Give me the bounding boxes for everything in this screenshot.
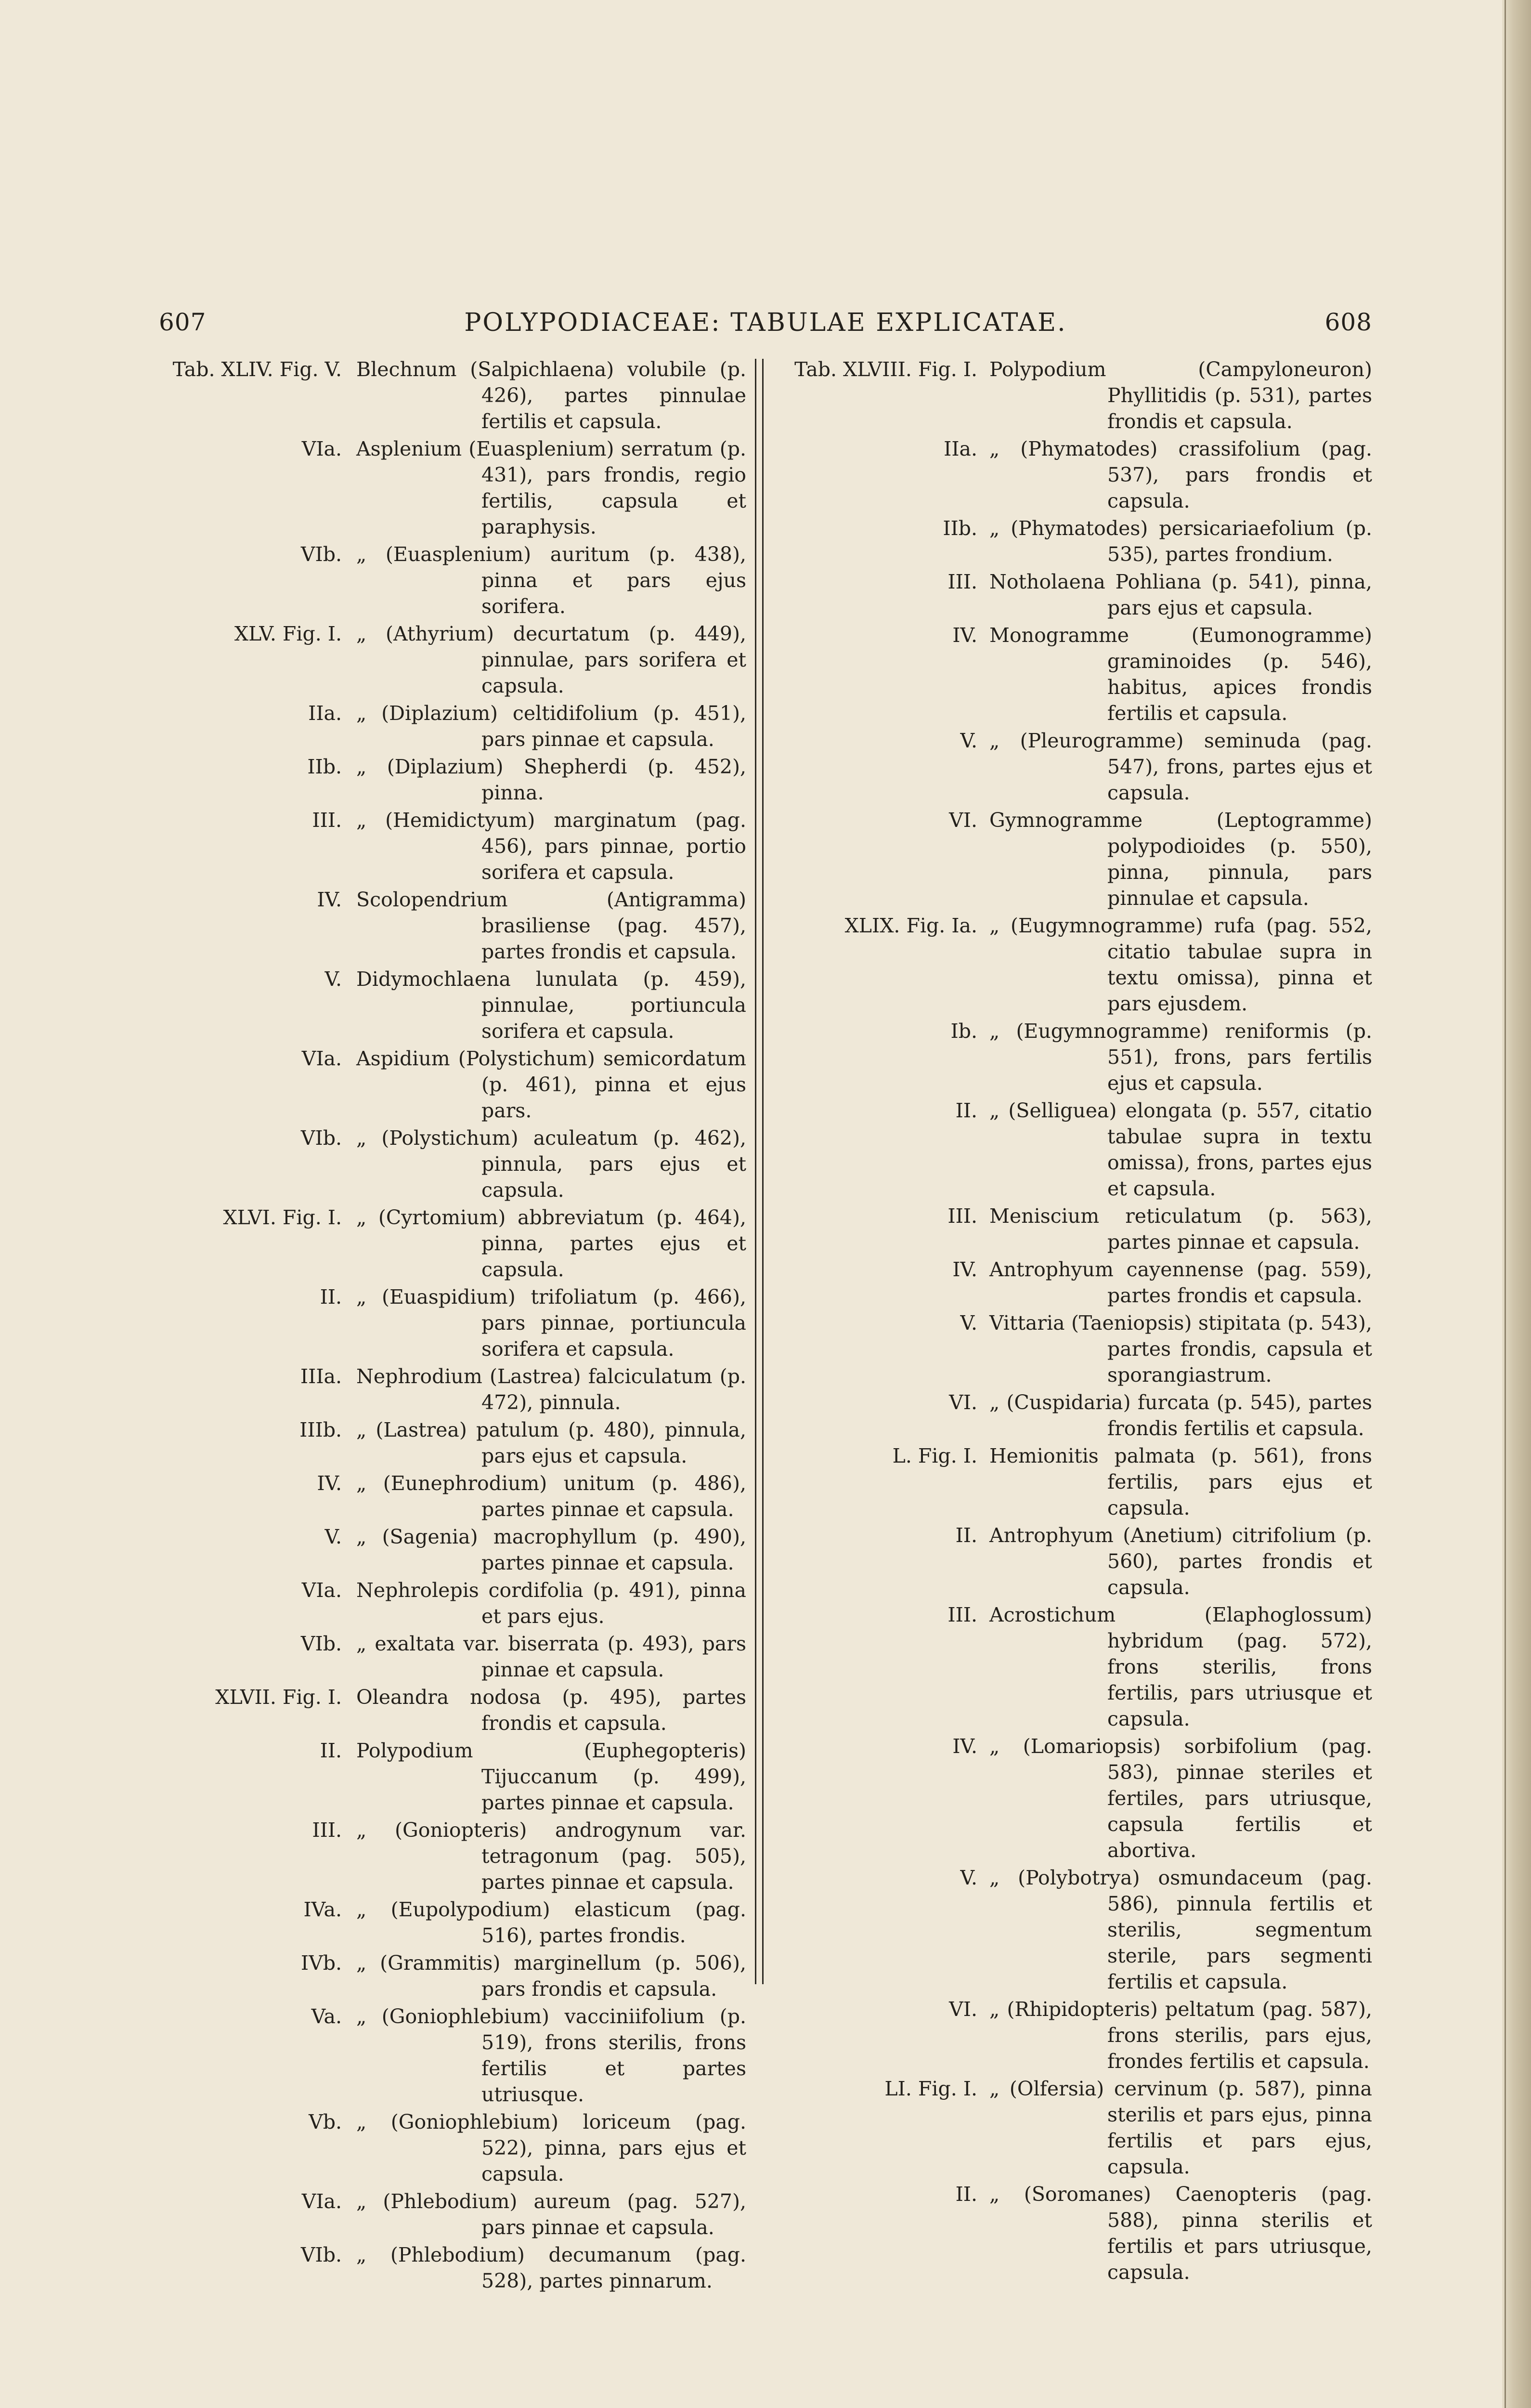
plate-entry <box>785 807 1372 911</box>
entry-description: Scolopendrium (Antigramma) brasiliense (pag. 457), partes frondis et capsula. <box>356 888 746 963</box>
entry-description: Antrophyum cayennense (pag. 559), partes frondis et capsula. <box>989 1258 1372 1307</box>
plate-entry <box>159 1524 746 1576</box>
entry-description: „ (Rhipidopteris) peltatum (pag. 587), frons sterilis, pars ejus, frondes fertilis et capsula. <box>989 1998 1372 2073</box>
running-title: POLYPODIACEAE: TABULAE EXPLICATAE. <box>464 308 1067 337</box>
entry-description: Hemionitis palmata (p. 561), frons fertilis, pars ejus et capsula. <box>989 1444 1372 1519</box>
plate-entry <box>785 1733 1372 1863</box>
figure-label: II. <box>320 1739 342 1762</box>
entry-description: „ (Selliguea) elongata (p. 557, citatio tabulae supra in textu omissa), frons, partes ejus et capsula. <box>989 1099 1372 1200</box>
figure-label: VIb. <box>300 1126 342 1150</box>
entry-description: Notholaena Pohliana (p. 541), pinna, pars ejus et capsula. <box>989 570 1372 619</box>
plate-entry <box>785 569 1372 621</box>
entry-description: Gymnogramme (Leptogramme) polypodioides (p. 550), pinna, pinnula, pars pinnulae et capsula. <box>989 809 1372 910</box>
figure-label: Tab. XLIV. Fig. V. <box>172 358 342 381</box>
entry-description: Antrophyum (Anetium) citrifolium (p. 560), partes frondis et capsula. <box>989 1524 1372 1599</box>
entry-description: „ (Sagenia) macrophyllum (p. 490), partes pinnae et capsula. <box>356 1525 746 1574</box>
figure-label: IV. <box>952 1258 977 1281</box>
entry-description: „ (Polystichum) aculeatum (p. 462), pinnula, pars ejus et capsula. <box>356 1126 746 1202</box>
figure-label: V. <box>324 968 342 991</box>
plate-entry <box>785 2181 1372 2285</box>
entry-description: „ (Diplazium) Shepherdi (p. 452), pinna. <box>356 755 746 804</box>
plate-entry <box>159 887 746 965</box>
figure-label: IVa. <box>303 1898 342 1921</box>
plate-entry <box>159 2109 746 2187</box>
plate-entry <box>785 1256 1372 1309</box>
figure-label: XLVII. Fig. I. <box>215 1686 342 1709</box>
plate-entry <box>159 1125 746 1203</box>
plate-entry <box>159 1684 746 1736</box>
column-divider <box>755 359 764 1984</box>
plate-entry <box>159 807 746 885</box>
running-header <box>159 308 1372 347</box>
plate-entry <box>785 1098 1372 1202</box>
entry-description: „ (Phymatodes) persicariaefolium (p. 535), partes frondium. <box>989 517 1372 566</box>
figure-label: II. <box>955 2183 977 2206</box>
plate-entry <box>785 436 1372 514</box>
figure-label: IV. <box>952 1735 977 1758</box>
entry-description: „ (Eugymnogramme) rufa (pag. 552, citatio tabulae supra in textu omissa), pinna et pars ejusdem. <box>989 914 1372 1015</box>
figure-label: V. <box>324 1525 342 1548</box>
plate-entry <box>785 1443 1372 1521</box>
figure-label: VI. <box>949 809 977 832</box>
plate-entry <box>159 2242 746 2294</box>
figure-label: VIa. <box>301 2190 342 2213</box>
entry-description: „ (Soromanes) Caenopteris (pag. 588), pinna sterilis et fertilis et pars utriusque, capsula. <box>989 2183 1372 2284</box>
plate-entry <box>785 1996 1372 2074</box>
plate-entry <box>785 515 1372 567</box>
plate-entry <box>159 2003 746 2107</box>
entry-description: „ (Euasplenium) auritum (p. 438), pinna et pars ejus sorifera. <box>356 543 746 618</box>
plate-entry <box>785 1865 1372 1995</box>
plate-entry <box>159 1817 746 1895</box>
figure-label: VIb. <box>300 1632 342 1655</box>
entry-description: „ (Grammitis) marginellum (p. 506), pars frondis et capsula. <box>356 1951 746 2001</box>
entry-description: „ (Polybotrya) osmundaceum (pag. 586), pinnula fertilis et sterilis, segmentum sterile, pars segmenti fertilis et capsula. <box>989 1866 1372 1993</box>
entry-description: „ (Eugymnogramme) reniformis (p. 551), frons, pars fertilis ejus et capsula. <box>989 1020 1372 1095</box>
plate-entry <box>159 541 746 619</box>
entry-description: „ (Goniophlebium) vacciniifolium (p. 519), frons sterilis, frons fertilis et partes utriusque. <box>356 2005 746 2106</box>
plate-entry <box>159 436 746 540</box>
figure-label: V. <box>960 1866 977 1889</box>
figure-label: Vb. <box>309 2110 342 2133</box>
figure-label: III. <box>947 1204 977 1228</box>
entry-description: Acrostichum (Elaphoglossum) hybridum (pag. 572), frons sterilis, frons fertilis, pars utriusque et capsula. <box>989 1603 1372 1730</box>
entry-description: Didymochlaena lunulata (p. 459), pinnulae, portiuncula sorifera et capsula. <box>356 968 746 1043</box>
figure-label: IV. <box>952 624 977 647</box>
entry-description: Aspidium (Polystichum) semicordatum (p. 461), pinna et ejus pars. <box>356 1047 746 1122</box>
entry-description: Blechnum (Salpichlaena) volubile (p. 426), partes pinnulae fertilis et capsula. <box>356 358 746 433</box>
entry-description: „ (Olfersia) cervinum (p. 587), pinna sterilis et pars ejus, pinna fertilis et pars ejus, capsula. <box>989 2077 1372 2178</box>
plate-entry <box>159 1417 746 1469</box>
figure-label: IV. <box>317 1472 342 1495</box>
entry-description: Meniscium reticulatum (p. 563), partes pinnae et capsula. <box>989 1204 1372 1254</box>
entry-description: Polypodium (Campyloneuron) Phyllitidis (p. 531), partes frondis et capsula. <box>989 358 1372 433</box>
entry-description: „ (Goniophlebium) loriceum (pag. 522), pinna, pars ejus et capsula. <box>356 2110 746 2186</box>
figure-label: VIb. <box>300 2243 342 2266</box>
plate-entry <box>159 1204 746 1283</box>
entry-description: „ (Euaspidium) trifoliatum (p. 466), pars pinnae, portiuncula sorifera et capsula. <box>356 1285 746 1361</box>
entry-description: Vittaria (Taeniopsis) stipitata (p. 543), partes frondis, capsula et sporangiastrum. <box>989 1311 1372 1387</box>
page-number-right: 608 <box>1324 308 1372 336</box>
figure-label: IIIb. <box>299 1418 342 1441</box>
figure-label: IIb. <box>307 755 342 778</box>
plate-entry <box>159 621 746 699</box>
plate-entry <box>159 1631 746 1683</box>
figure-label: II. <box>955 1524 977 1547</box>
plate-entry <box>785 1018 1372 1096</box>
entry-description: „ (Goniopteris) androgynum var. tetragonum (pag. 505), partes pinnae et capsula. <box>356 1819 746 1894</box>
figure-label: III. <box>312 1819 342 1842</box>
plate-entry <box>785 1310 1372 1388</box>
figure-label: Va. <box>311 2005 342 2028</box>
figure-label: VIb. <box>300 543 342 566</box>
entry-description: „ (Athyrium) decurtatum (p. 449), pinnulae, pars sorifera et capsula. <box>356 622 746 697</box>
figure-label: VI. <box>949 1998 977 2021</box>
plate-entry <box>159 1363 746 1415</box>
plate-entry <box>785 728 1372 806</box>
figure-label: III. <box>947 1603 977 1626</box>
plate-entry <box>785 1522 1372 1600</box>
entry-description: „ exaltata var. biserrata (p. 493), pars pinnae et capsula. <box>356 1632 746 1681</box>
page-number-left: 607 <box>159 308 207 336</box>
entry-description: „ (Eunephrodium) unitum (p. 486), partes pinnae et capsula. <box>356 1472 746 1521</box>
entry-description: Nephrolepis cordifolia (p. 491), pinna et pars ejus. <box>356 1579 746 1628</box>
entry-description: „ (Hemidictyum) marginatum (pag. 456), pars pinnae, portio sorifera et capsula. <box>356 809 746 884</box>
plate-entry <box>785 356 1372 434</box>
figure-label: IIIa. <box>300 1365 342 1388</box>
figure-label: IV. <box>317 888 342 911</box>
entry-description: Polypodium (Euphegopteris) Tijuccanum (p. 499), partes pinnae et capsula. <box>356 1739 746 1814</box>
figure-label: VIa. <box>301 437 342 460</box>
plate-entry <box>785 622 1372 726</box>
figure-label: II. <box>955 1099 977 1122</box>
figure-label: II. <box>320 1285 342 1309</box>
plate-entry <box>785 913 1372 1017</box>
figure-label: IIb. <box>943 517 977 540</box>
entry-description: „ (Lastrea) patulum (p. 480), pinnula, pars ejus et capsula. <box>356 1418 746 1467</box>
entry-description: „ (Pleurogramme) seminuda (pag. 547), frons, partes ejus et capsula. <box>989 729 1372 804</box>
figure-label: XLVI. Fig. I. <box>223 1206 342 1229</box>
plate-entry <box>159 2188 746 2240</box>
figure-label: Ib. <box>950 1020 977 1043</box>
entry-description: Nephrodium (Lastrea) falciculatum (p. 472), pinnula. <box>356 1365 746 1414</box>
plate-entry <box>159 1470 746 1522</box>
plate-entry <box>159 1577 746 1629</box>
plate-entry <box>159 700 746 752</box>
entry-description: Asplenium (Euasplenium) serratum (p. 431), pars frondis, regio fertilis, capsula et paraphysis. <box>356 437 746 538</box>
plate-entry <box>159 966 746 1044</box>
figure-label: XLV. Fig. I. <box>234 622 342 645</box>
figure-label: IIa. <box>944 437 977 460</box>
page-edge <box>1502 0 1531 2408</box>
entry-description: „ (Diplazium) celtidifolium (p. 451), pars pinnae et capsula. <box>356 702 746 751</box>
figure-label: LI. Fig. I. <box>884 2077 977 2100</box>
entry-description: „ (Lomariopsis) sorbifolium (pag. 583), pinnae steriles et fertiles, pars utriusque, capsula fertilis et abortiva. <box>989 1735 1372 1862</box>
entry-description: „ (Phymatodes) crassifolium (pag. 537), pars frondis et capsula. <box>989 437 1372 512</box>
figure-label: Tab. XLVIII. Fig. I. <box>794 358 977 381</box>
plate-entry <box>159 356 746 434</box>
figure-label: IIa. <box>308 702 342 725</box>
plate-entry <box>785 1203 1372 1255</box>
figure-label: V. <box>960 729 977 752</box>
plate-entry <box>785 1389 1372 1441</box>
entry-description: „ (Phlebodium) aureum (pag. 527), pars pinnae et capsula. <box>356 2190 746 2239</box>
plate-entry <box>159 1950 746 2002</box>
right-column <box>785 356 1372 2284</box>
plate-entry <box>159 1897 746 1949</box>
figure-label: VIa. <box>301 1047 342 1070</box>
entry-description: Oleandra nodosa (p. 495), partes frondis et capsula. <box>356 1686 746 1735</box>
figure-label: III. <box>312 809 342 832</box>
figure-label: L. Fig. I. <box>892 1444 977 1467</box>
page-edge-line <box>1505 0 1506 2408</box>
entry-description: „ (Cuspidaria) furcata (p. 545), partes frondis fertilis et capsula. <box>989 1391 1372 1440</box>
figure-label: V. <box>960 1311 977 1335</box>
plate-entry <box>159 1738 746 1816</box>
entry-description: „ (Eupolypodium) elasticum (pag. 516), partes frondis. <box>356 1898 746 1947</box>
figure-label: III. <box>947 570 977 593</box>
plate-entry <box>159 1046 746 1124</box>
left-column <box>159 356 746 2292</box>
plate-entry <box>159 1284 746 1362</box>
entry-description: „ (Phlebodium) decumanum (pag. 528), partes pinnarum. <box>356 2243 746 2292</box>
plate-entry <box>785 1602 1372 1732</box>
figure-label: XLIX. Fig. Ia. <box>844 914 977 937</box>
entry-description: Monogramme (Eumonogramme) graminoides (p. 546), habitus, apices frondis fertilis et capsula. <box>989 624 1372 725</box>
plate-entry <box>159 754 746 806</box>
entry-description: „ (Cyrtomium) abbreviatum (p. 464), pinna, partes ejus et capsula. <box>356 1206 746 1281</box>
figure-label: IVb. <box>300 1951 342 1975</box>
figure-label: VI. <box>949 1391 977 1414</box>
figure-label: VIa. <box>301 1579 342 1602</box>
plate-entry <box>785 2076 1372 2180</box>
